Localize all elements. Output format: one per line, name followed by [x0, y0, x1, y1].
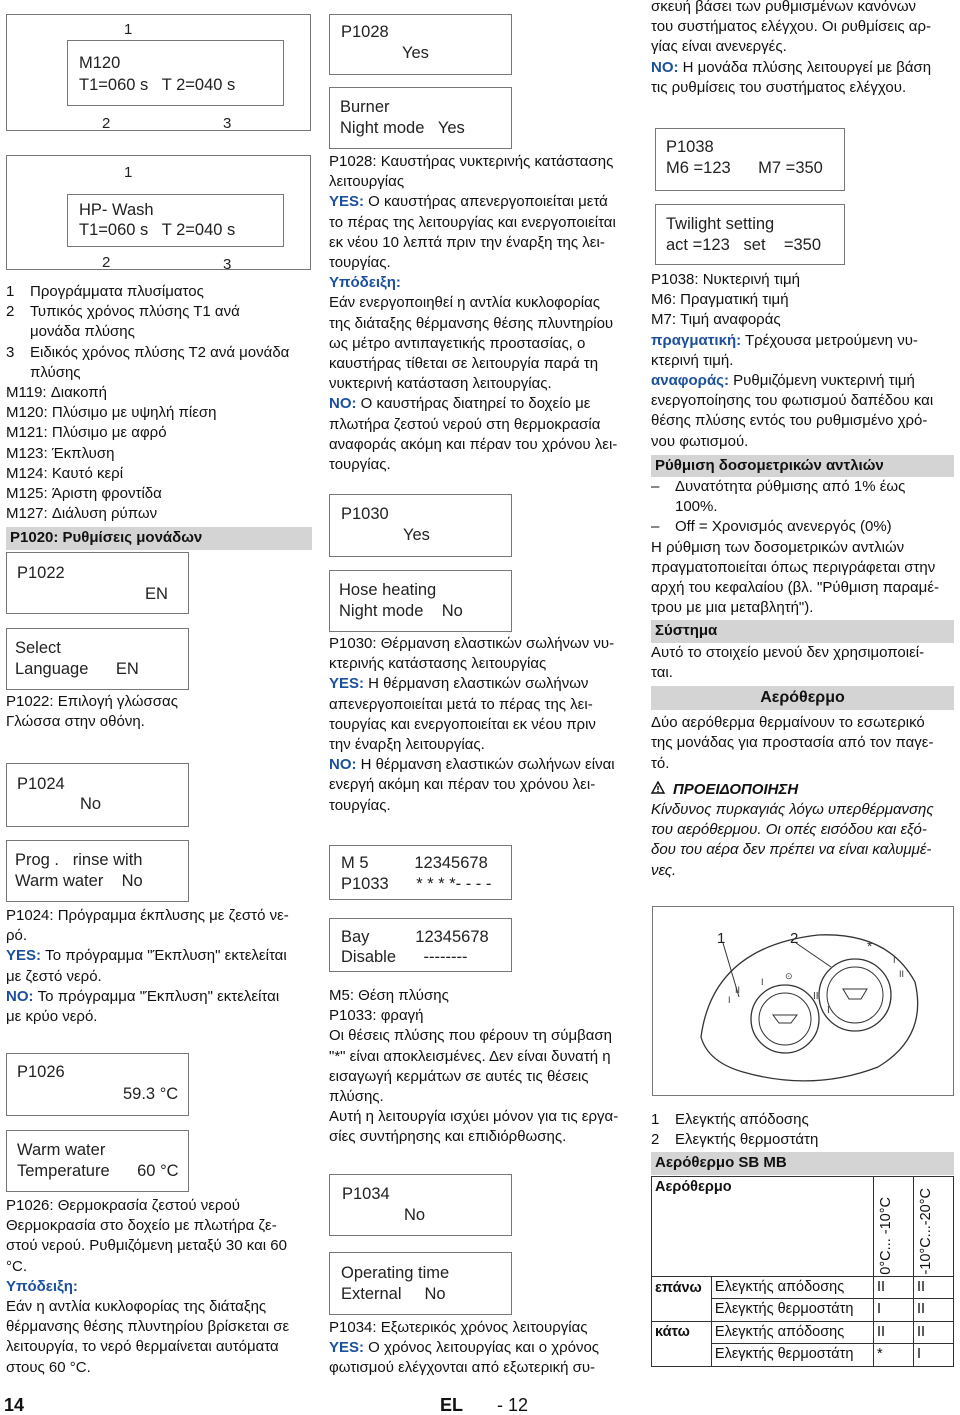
- text-line: Κίνδυνος πυρκαγιάς λόγω υπερθέρμανσης: [651, 801, 934, 819]
- text-line: 100%.: [675, 498, 718, 516]
- svg-text:II: II: [899, 969, 905, 979]
- table-col-header: 0°C... -10°C: [874, 1177, 914, 1277]
- text-line: ως μέτρο αντιπαγετικής προστασίας, ο: [329, 334, 586, 352]
- list-item: – Δυνατότητα ρύθμισης από 1% έως: [651, 478, 906, 496]
- svg-text:⊙: ⊙: [785, 971, 793, 981]
- callout-1: 1: [124, 21, 133, 38]
- display-line: Burner: [340, 98, 390, 116]
- text-line: νου φωτισμού.: [651, 432, 749, 450]
- text-line: M5: Θέση πλύσης: [329, 987, 449, 1004]
- text-line: Αυτή η λειτουργία ισχύει μόνον για τις εργα-: [329, 1108, 619, 1126]
- text-line: εκ νέου 10 λεπτά πριν την έναρξη της λει-: [329, 233, 605, 251]
- text-line: αρχή του κεφαλαίου (βλ. "Ρύθμιση παραμέ-: [651, 579, 940, 597]
- p1026-description: [6, 1196, 312, 1378]
- note-label: Υπόδειξη:: [6, 1277, 78, 1295]
- table-row: επάνω Ελεγκτής απόδοσης II II: [652, 1277, 954, 1299]
- text-line: YES: Ο καυστήρας απενεργοποιείται μετά: [329, 193, 608, 211]
- text-line: ται.: [651, 663, 673, 681]
- text-line: εισαγωγή κερμάτων σε αυτές τις θέσεις: [329, 1067, 589, 1085]
- text-line: τουργίας και ενεργοποιείται εκ νέου πριν: [329, 715, 596, 733]
- table-row: κάτω Ελεγκτής απόδοσης II II: [652, 1321, 954, 1343]
- display-line: M120: [79, 54, 121, 72]
- display-p1024: [6, 763, 189, 827]
- p1030-description: [329, 634, 626, 816]
- text-line: με κρύο νερό.: [6, 1008, 98, 1026]
- text-line: την έναρξη λειτουργίας.: [329, 736, 485, 754]
- text-line: "*" είναι αποκλεισμένες. Δεν είναι δυνατή η: [329, 1047, 611, 1065]
- section-bar-system: Σύστημα: [651, 620, 954, 642]
- display-line: Hose heating: [339, 581, 437, 599]
- display-line: P1024: [17, 775, 65, 793]
- display-line: EN: [145, 585, 168, 603]
- list-item: 3 Ειδικός χρόνος πλύσης Τ2 ανά μονάδα πλύσης: [6, 343, 290, 381]
- display-line: Warm water: [17, 1141, 106, 1159]
- text-line: Αυτό το στοιχείο μενού δεν χρησιμοποιεί-: [651, 643, 925, 661]
- section-bar-dosing: Ρύθμιση δοσομετρικών αντλιών: [651, 455, 954, 477]
- list-item: 2 Τυπικός χρόνος πλύσης Τ1 ανά μονάδα πλύσης: [6, 303, 240, 341]
- display-line: HP- Wash: [79, 201, 154, 219]
- text-line: ρό.: [6, 927, 28, 945]
- text-line: πραγματοποιείται όπως περιγράφεται στην: [651, 558, 936, 576]
- display-p1038: [655, 128, 845, 191]
- p1024-description: [6, 906, 312, 1027]
- p1038-description: [651, 270, 954, 881]
- text-line: NO: Η θέρμανση ελαστικών σωλήνων είναι: [329, 756, 615, 774]
- section-bar-p1020: P1020: Ρυθμίσεις μονάδων: [6, 527, 312, 549]
- text-line: τις ρυθμίσεις του συστήματος ελέγχου.: [651, 78, 907, 96]
- callout-1: 1: [717, 930, 726, 947]
- display-line: Operating time: [341, 1264, 450, 1282]
- heater-settings-table: [651, 1176, 954, 1367]
- display-line: T1=060 s T 2=040 s: [79, 76, 236, 94]
- display-p1026: [6, 1053, 189, 1116]
- text-line: Οι θέσεις πλύσης που φέρουν τη σύμβαση: [329, 1027, 613, 1045]
- text-line: NO: Η μονάδα πλύσης λειτουργεί με βάση: [651, 58, 932, 76]
- display-line: No: [80, 795, 102, 813]
- p1028-description: [329, 152, 626, 475]
- table-row: Ελεγκτής θερμοστάτη I II: [652, 1299, 954, 1321]
- text-line: νες.: [651, 861, 677, 879]
- text-line: P1038: Νυκτερινή τιμή: [651, 271, 800, 288]
- svg-text:*: *: [867, 938, 873, 954]
- display-line: Night mode No: [339, 602, 463, 620]
- text-line: απενεργοποιείται μετά το πέρας της λει-: [329, 695, 593, 713]
- text-line: της διάταξης θέρμανσης θέσης πλυντηρίου: [329, 314, 614, 332]
- svg-text:I: I: [827, 1005, 830, 1016]
- callout-3: 3: [223, 115, 232, 132]
- display-frame: [6, 14, 311, 106]
- display-line: Yes: [402, 44, 429, 62]
- display-line: Bay 12345678: [341, 928, 489, 946]
- text-line: σκευή βάσει των ρυθμισμένων κανόνων: [651, 0, 917, 15]
- program-item: M121: Πλύσιμο με αφρό: [6, 424, 167, 442]
- section-bar-sbmb: Αερόθερμο SB MB: [651, 1152, 954, 1174]
- svg-text:II: II: [735, 985, 741, 995]
- text-line: ενεργοποίησης του φωτισμού δαπέδου και: [651, 392, 934, 410]
- display-p1026-temperature: [6, 1130, 189, 1192]
- display-line: act =123 set =350: [666, 236, 822, 254]
- text-line: φωτισμού ελέγχονται από εξωτερική συ-: [329, 1359, 596, 1377]
- text-line: Γλώσσα στην οθόνη.: [6, 713, 145, 731]
- page-number: 14: [4, 1395, 25, 1415]
- text-line: Εάν ενεργοποιηθεί η αντλία κυκλοφορίας: [329, 294, 600, 312]
- display-line: M 5 12345678: [341, 854, 488, 872]
- display-p1028-burner: [329, 87, 512, 149]
- display-line: Twilight setting: [666, 215, 775, 233]
- display-p1038-twilight: [655, 204, 845, 265]
- table-header: Αερόθερμο: [652, 1177, 874, 1277]
- text-line: Δύο αερόθερμα θερμαίνουν το εσωτερικό: [651, 714, 925, 732]
- display-line: M6 =123 M7 =350: [666, 159, 823, 177]
- text-line: Η ρύθμιση των δοσομετρικών αντλιών: [651, 538, 905, 556]
- text-line: νυκτερινή κατάσταση λειτουργίας.: [329, 375, 552, 393]
- text-line: M6: Πραγματική τιμή: [651, 291, 789, 309]
- callout-2: 2: [790, 930, 799, 947]
- warning-icon: [651, 780, 673, 800]
- text-line: P1026: Θερμοκρασία ζεστού νερού: [6, 1197, 240, 1214]
- display-line: P1026: [17, 1063, 65, 1081]
- text-line: θέσης πλύσης εντός του ρυθμισμένο χρό-: [651, 412, 928, 430]
- text-line: του συστήματος ελέγχου. Οι ρυθμίσεις αρ-: [651, 18, 931, 36]
- text-line: τρου με μια μεταβλητή").: [651, 599, 814, 617]
- display-line: Warm water No: [15, 872, 143, 890]
- text-line: στού νερού. Ρυθμιζόμενη μεταξύ 30 και 60: [6, 1237, 287, 1255]
- text-line: Εάν η αντλία κυκλοφορίας της διάταξης: [6, 1298, 267, 1316]
- language-code: EL: [440, 1395, 464, 1415]
- program-item: M123: Έκπλυση: [6, 444, 115, 462]
- heater-controls-figure: [652, 906, 954, 1096]
- display-line: P1034: [342, 1185, 390, 1203]
- text-line: P1022: Επιλογή γλώσσας: [6, 693, 178, 710]
- display-line: P1033 * * * *- - - -: [341, 875, 492, 893]
- p1022-description: [6, 692, 312, 732]
- callout-1: 1: [124, 164, 133, 181]
- display-p1022-language: [6, 628, 189, 690]
- display-line: Prog . rinse with: [15, 851, 143, 869]
- display-line: External No: [341, 1285, 446, 1303]
- callout-2: 2: [102, 115, 111, 132]
- text-line: γίας είναι ανενεργές.: [651, 38, 787, 56]
- program-item: M124: Καυτό κερί: [6, 464, 124, 482]
- text-line: σίες συντήρησης και επιδιόρθωσης.: [329, 1128, 567, 1146]
- text-line: λειτουργίας: [329, 173, 405, 191]
- display-line: T1=060 s T 2=040 s: [79, 221, 236, 239]
- display-frame: [6, 106, 311, 131]
- text-line: πλύσης.: [329, 1088, 384, 1106]
- text-line: πραγματική: Τρέχουσα μετρούμενη νυ-: [651, 331, 918, 349]
- note-label: Υπόδειξη:: [329, 274, 401, 292]
- text-line: P1028: Καυστήρας νυκτερινής κατάστασης: [329, 153, 614, 170]
- display-line: 59.3 °C: [123, 1085, 179, 1103]
- warning-title-row: ΠΡΟΕΙΔΟΠΟΙΗΣΗ: [651, 780, 954, 800]
- text-line: NO: Ο καυστήρας διατηρεί το δοχείο με: [329, 395, 591, 413]
- text-line: λειτουργία, το νερό θερμαίνεται αυτόματα: [6, 1338, 279, 1356]
- text-line: τουργίας.: [329, 254, 391, 272]
- list-item: 2 Ελεγκτής θερμοστάτη: [651, 1131, 819, 1149]
- display-line: Temperature 60 °C: [17, 1162, 179, 1180]
- text-line: Θερμοκρασία στο δοχείο με πλωτήρα ζε-: [6, 1217, 277, 1235]
- display-p1022: [6, 552, 189, 614]
- table-row: Ελεγκτής θερμοστάτη * I: [652, 1344, 954, 1366]
- text-line: κτερινή τιμή.: [651, 351, 734, 369]
- sub-page-number: - 12: [497, 1395, 529, 1415]
- display-line: No: [404, 1206, 426, 1224]
- display-p1024-rinse: [6, 840, 189, 902]
- display-line: P1038: [666, 138, 714, 156]
- callout-3: 3: [223, 256, 232, 273]
- display-p1030: [329, 494, 512, 557]
- text-line: τουργίας.: [329, 456, 391, 474]
- display-line: P1030: [341, 505, 389, 523]
- text-line: του αερόθερμου. Οι οπές εισόδου και εξό-: [651, 821, 927, 839]
- display-line: Disable --------: [341, 948, 468, 966]
- continued-text: [651, 0, 954, 98]
- text-line: °C.: [6, 1257, 27, 1275]
- program-item: M127: Διάλυση ρύπων: [6, 505, 158, 523]
- text-line: P1030: Θέρμανση ελαστικών σωλήνων νυ-: [329, 635, 615, 652]
- text-line: P1033: φραγή: [329, 1007, 424, 1025]
- list-item: 1 Προγράμματα πλυσίματος: [6, 283, 204, 300]
- p1034-description: [329, 1318, 626, 1379]
- display-p1033-bay: [329, 918, 512, 972]
- program-item: M120: Πλύσιμο με υψηλή πίεση: [6, 404, 217, 422]
- list-item: – Off = Χρονισμός ανενεργός (0%): [651, 518, 892, 536]
- text-line: P1024: Πρόγραμμα έκπλυσης με ζεστό νε-: [6, 907, 289, 924]
- svg-text:I: I: [728, 995, 731, 1005]
- display-p1034: [329, 1174, 512, 1236]
- svg-text:II: II: [813, 991, 819, 1002]
- text-line: θέρμανσης θέσης πλυντηρίου βρίσκεται σε: [6, 1318, 290, 1336]
- text-line: NO: Το πρόγραμμα "Έκπλυση" εκτελείται: [6, 987, 280, 1005]
- text-line: καυστήρας τίθεται σε λειτουργία παρά τη: [329, 355, 599, 373]
- list-item: 1 Ελεγκτής απόδοσης: [651, 1111, 809, 1128]
- text-line: δου του αέρα δεν πρέπει να είναι καλυμμέ-: [651, 841, 932, 859]
- text-line: στους 60 °C.: [6, 1358, 91, 1376]
- text-line: αναφοράς: Ρυθμιζόμενη νυκτερινή τιμή: [651, 372, 915, 390]
- display-p1033: [329, 845, 512, 900]
- text-line: το πέρας της λειτουργίας και ενεργοποιείται: [329, 213, 616, 231]
- text-line: πλωτήρα ζεστού νερού στη θερμοκρασία: [329, 415, 601, 433]
- text-line: P1034: Εξωτερικός χρόνος λειτουργίας: [329, 1319, 588, 1336]
- display-line: Language EN: [15, 660, 139, 678]
- text-line: YES: Η θέρμανση ελαστικών σωλήνων: [329, 675, 589, 693]
- heater-knobs-drawing: [653, 907, 953, 1095]
- display-line: Yes: [403, 526, 430, 544]
- table-col-header: -10°C...-20°C: [914, 1177, 954, 1277]
- legend-list: [6, 282, 312, 550]
- display-line: P1022: [17, 564, 65, 582]
- display-p1030-hose: [329, 570, 512, 632]
- display-line: Select: [15, 639, 61, 657]
- program-item: M119: Διακοπή: [6, 384, 107, 402]
- text-line: της μονάδας για προστασία από τον παγε-: [651, 734, 934, 752]
- display-line: Night mode Yes: [340, 119, 465, 137]
- text-line: YES: Ο χρόνος λειτουργίας και ο χρόνος: [329, 1339, 600, 1357]
- svg-text:I: I: [893, 955, 896, 965]
- text-line: ενεργή ακόμη και πέραν του χρόνου λει-: [329, 776, 596, 794]
- svg-text:I: I: [761, 977, 764, 987]
- table-header-row: [652, 1177, 954, 1277]
- text-line: τό.: [651, 754, 670, 772]
- text-line: με ζεστό νερό.: [6, 967, 102, 985]
- display-p1034-operating: [329, 1252, 512, 1315]
- callout-2: 2: [102, 254, 111, 271]
- display-p1028: [329, 14, 512, 75]
- text-line: YES: Το πρόγραμμα "Έκπλυση" εκτελείται: [6, 947, 287, 965]
- display-hp-wash: [67, 194, 284, 247]
- text-line: M7: Τιμή αναφοράς: [651, 311, 781, 329]
- program-item: M125: Άριστη φροντίδα: [6, 485, 162, 503]
- display-line: P1028: [341, 23, 389, 41]
- section-bar-heater: Αερόθερμο: [651, 686, 954, 710]
- text-line: κτερινής κατάστασης λειτουργίας: [329, 655, 547, 673]
- knob-legend: [651, 1110, 954, 1175]
- p1033-description: [329, 986, 626, 1148]
- text-line: τουργίας.: [329, 796, 391, 814]
- text-line: αναφοράς ακόμη και πέραν του χρόνου λει-: [329, 435, 618, 453]
